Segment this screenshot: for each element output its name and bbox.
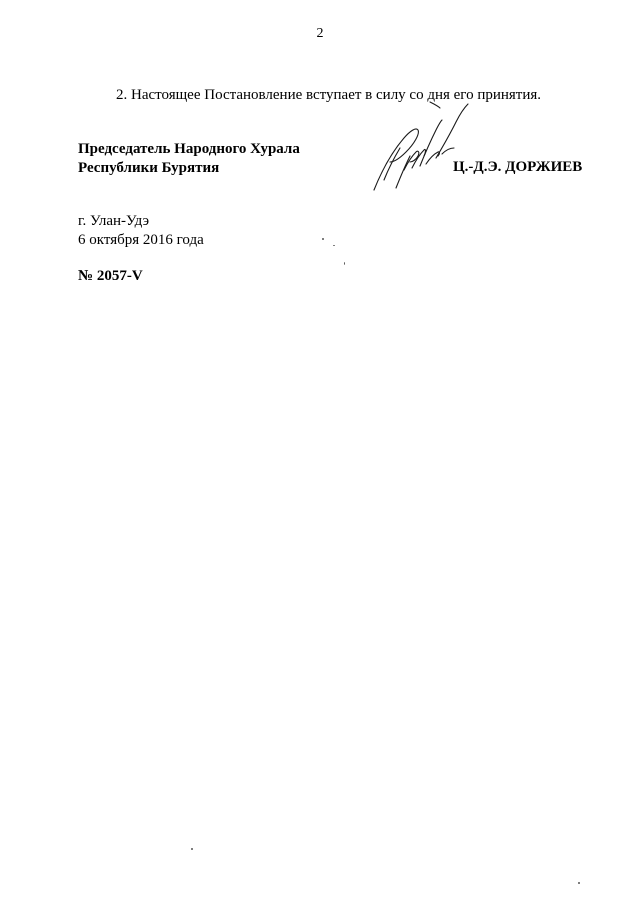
scan-speck bbox=[191, 848, 193, 850]
handwritten-signature bbox=[360, 100, 480, 200]
signatory-title bbox=[78, 140, 300, 178]
signatory-title-line-2: Республики Бурятия bbox=[78, 160, 220, 176]
scan-speck bbox=[322, 238, 324, 240]
signatory-title-line-1: Председатель Народного Хурала bbox=[78, 141, 300, 157]
signatory-name: Ц.-Д.Э. ДОРЖИЕВ bbox=[453, 159, 583, 175]
scan-speck bbox=[578, 882, 580, 884]
paragraph-effective-date: 2. Настоящее Постановление вступает в силу со дня его принятия. bbox=[116, 87, 542, 103]
page-number: 2 bbox=[316, 26, 324, 41]
place-and-date bbox=[78, 212, 204, 250]
scan-speck bbox=[333, 245, 335, 246]
document-number: № 2057-V bbox=[78, 268, 143, 284]
scan-speck bbox=[344, 262, 345, 265]
date: 6 октября 2016 года bbox=[78, 232, 204, 248]
place: г. Улан-Удэ bbox=[78, 213, 150, 229]
